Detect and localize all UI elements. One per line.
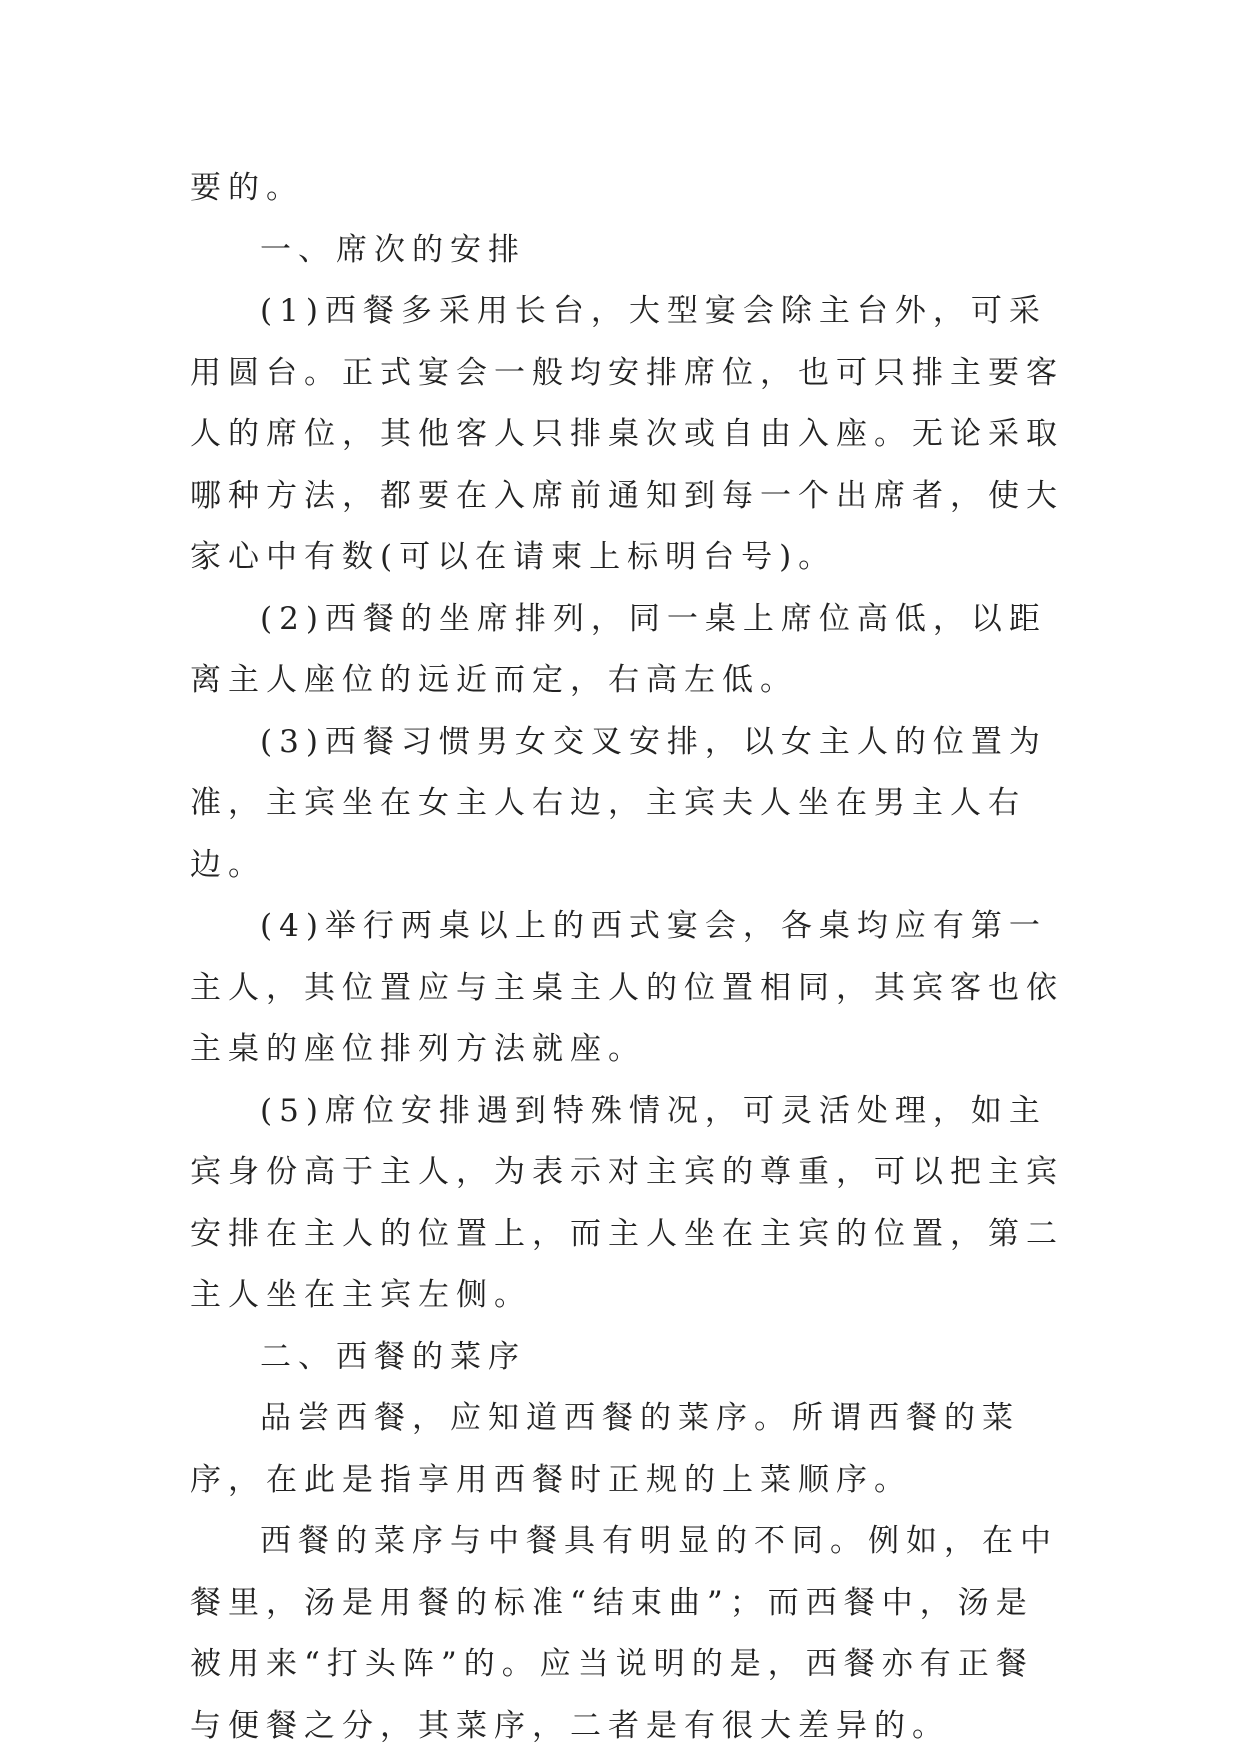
paragraph-continuation: 要的。 [190, 170, 304, 206]
paragraph-item-1: (1)西餐多采用长台，大型宴会除主台外，可采用圆台。正式宴会一般均安排席位，也可只排主要客人的席位，其他客人只排桌次或自由入座。无论采取哪种方法，都要在入席前通知到每一个出席者，使大家心中有数(可以在请柬上标明台号)。 [190, 293, 1064, 575]
document-body [190, 158, 1070, 1757]
section-heading-course-order: 二、西餐的菜序 [260, 1338, 526, 1375]
paragraph-item-4: (4)举行两桌以上的西式宴会，各桌均应有第一主人，其位置应与主桌主人的位置相同，其宾客也依主桌的座位排列方法就座。 [190, 908, 1064, 1067]
paragraph-course-order-intro: 品尝西餐，应知道西餐的菜序。所谓西餐的菜序，在此是指享用西餐时正规的上菜顺序。 [190, 1400, 1020, 1498]
paragraph-item-3: (3)西餐习惯男女交叉安排，以女主人的位置为准，主宾坐在女主人右边，主宾夫人坐在男主人右边。 [190, 723, 1047, 883]
paragraph-item-5: (5)席位安排遇到特殊情况，可灵活处理，如主宾身份高于主人，为表示对主宾的尊重，可以把主宾安排在主人的位置上，而主人坐在主宾的位置，第二主人坐在主宾左侧。 [190, 1092, 1064, 1313]
paragraph-course-order-comparison: 西餐的菜序与中餐具有明显的不同。例如，在中餐里，汤是用餐的标准“结束曲”；而西餐中，汤是被用来“打头阵”的。应当说明的是，西餐亦有正餐与便餐之分，其菜序，二者是有很大差异的。 [190, 1523, 1058, 1744]
section-heading-seating: 一、席次的安排 [260, 231, 526, 268]
paragraph-item-2: (2)西餐的坐席排列，同一桌上席位高低，以距离主人座位的远近而定，右高左低。 [190, 600, 1047, 698]
